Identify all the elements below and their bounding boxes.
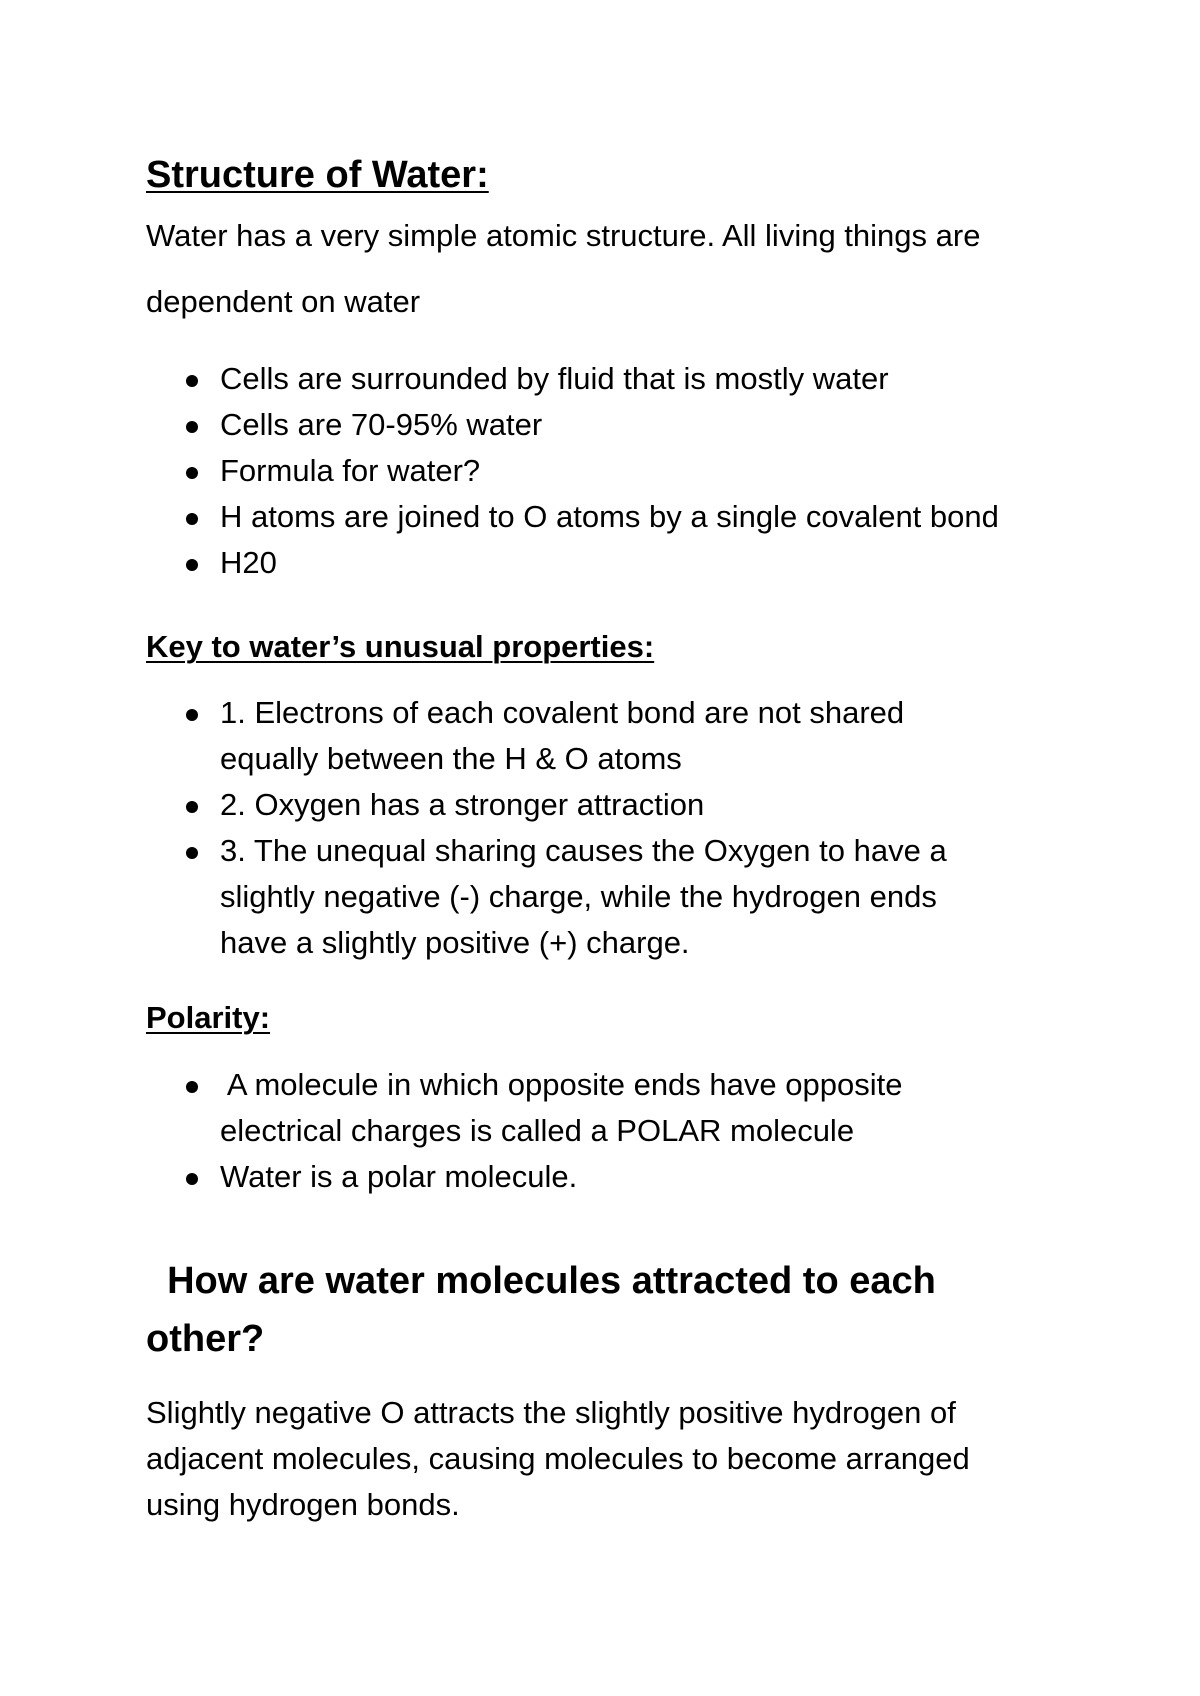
paragraph-line: adjacent molecules, causing molecules to become arranged: [146, 1441, 970, 1476]
bullet-icon: [186, 559, 198, 571]
list-item: [146, 448, 1086, 494]
bullet-icon: [186, 847, 198, 859]
section-key-properties: [146, 622, 1086, 671]
bullet-icon: [186, 467, 198, 479]
bullet-icon: [186, 801, 198, 813]
section-attraction: [146, 1252, 1086, 1368]
polarity-bullet-list: [146, 1062, 1086, 1200]
bullet-text: H atoms are joined to O atoms by a single covalent bond: [220, 499, 999, 534]
bullet-text: Cells are surrounded by fluid that is mostly water: [220, 361, 889, 396]
paragraph-line: Slightly negative O attracts the slightly positive hydrogen of: [146, 1395, 956, 1430]
list-item: [146, 540, 1086, 586]
bullet-icon: [186, 421, 198, 433]
attraction-paragraph: [146, 1390, 1086, 1528]
list-item: [146, 402, 1086, 448]
bullet-text: Formula for water?: [220, 453, 481, 488]
bullet-text-line: 1. Electrons of each covalent bond are not shared: [220, 695, 905, 730]
intro-block: [146, 216, 1086, 322]
bullet-icon: [186, 375, 198, 387]
list-item: [146, 782, 1086, 828]
paragraph-line: using hydrogen bonds.: [146, 1487, 460, 1522]
bullet-text: H20: [220, 545, 277, 580]
list-item: [146, 690, 1086, 782]
bullet-text-line: have a slightly positive (+) charge.: [220, 925, 690, 960]
list-item: [146, 1062, 1086, 1154]
list-item: [146, 828, 1086, 966]
bullet-icon: [186, 513, 198, 525]
list-item: [146, 494, 1086, 540]
bullet-text-line: 2. Oxygen has a stronger attraction: [220, 787, 705, 822]
bullet-icon: [186, 1173, 198, 1185]
intro-line-2: dependent on water: [146, 284, 421, 319]
bullet-text-line: equally between the H & O atoms: [220, 741, 682, 776]
structure-bullet-list: [146, 356, 1086, 586]
bullet-icon: [186, 709, 198, 721]
section-polarity: [146, 993, 1086, 1042]
attraction-question-line-1: How are water molecules attracted to each: [146, 1260, 936, 1302]
bullet-text-line: A molecule in which opposite ends have opposite: [220, 1067, 903, 1102]
bullet-text-line: slightly negative (-) charge, while the hydrogen ends: [220, 879, 937, 914]
bullet-text-line: 3. The unequal sharing causes the Oxygen to have a: [220, 833, 947, 868]
structure-of-water-heading: Structure of Water:: [146, 154, 489, 196]
bullet-text-line: electrical charges is called a POLAR molecule: [220, 1113, 855, 1148]
list-item: [146, 356, 1086, 402]
properties-bullet-list: [146, 690, 1086, 966]
key-properties-heading: Key to water’s unusual properties:: [146, 629, 655, 664]
intro-line-1: Water has a very simple atomic structure. All living things are: [146, 218, 981, 253]
bullet-text-line: Water is a polar molecule.: [220, 1159, 578, 1194]
polarity-heading: Polarity:: [146, 1000, 271, 1035]
bullet-text: Cells are 70-95% water: [220, 407, 543, 442]
bullet-icon: [186, 1081, 198, 1093]
attraction-question-line-2: other?: [146, 1318, 265, 1360]
section-structure: [146, 150, 489, 200]
list-item: [146, 1154, 1086, 1200]
